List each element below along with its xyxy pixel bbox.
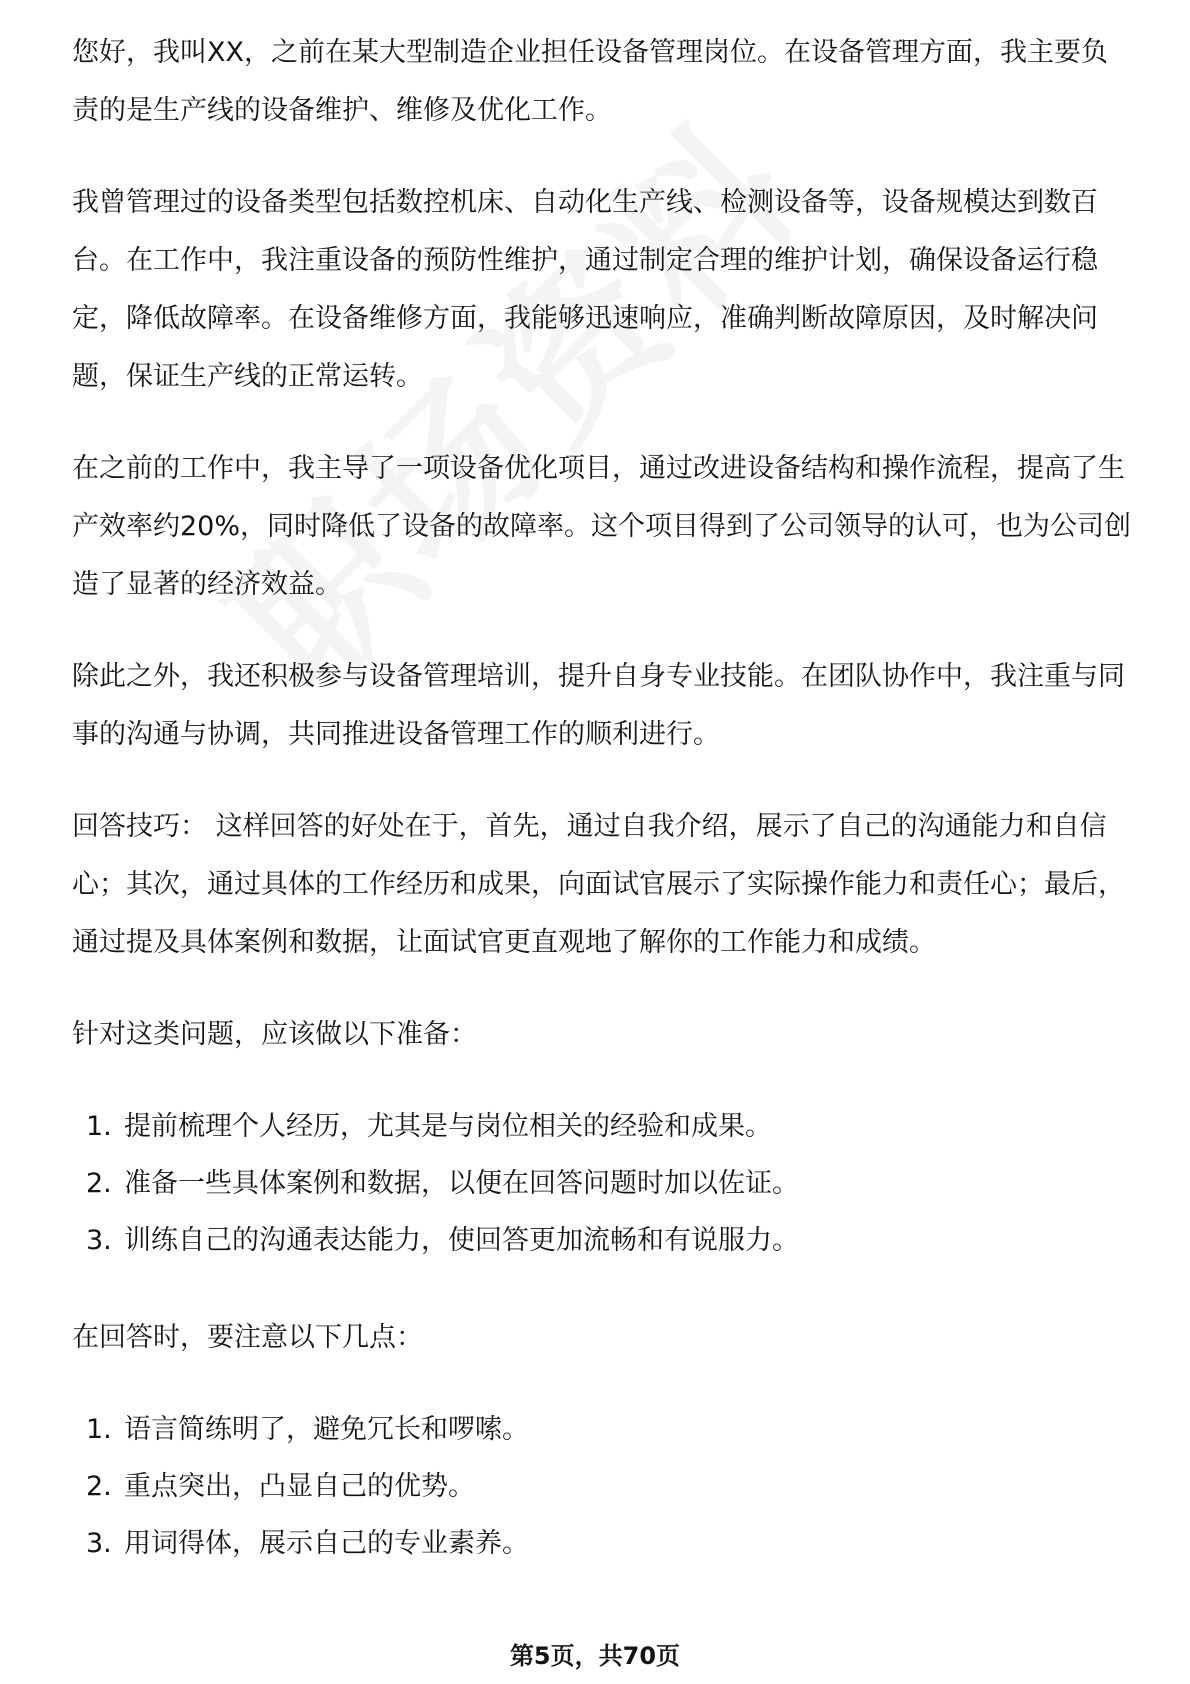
list-item-text: 训练自己的沟通表达能力，使回答更加流畅和有说服力。 [124, 1225, 799, 1256]
notes-list [72, 1401, 1132, 1572]
list-item-text: 提前梳理个人经历，尤其是与岗位相关的经验和成果。 [124, 1111, 772, 1142]
list-item [72, 1458, 1132, 1515]
list-item [72, 1212, 1132, 1269]
list-item-text: 重点突出，凸显自己的优势。 [124, 1471, 475, 1502]
list-item-number: 2. [86, 1168, 112, 1199]
list-item [72, 1098, 1132, 1155]
list-item-text: 语言简练明了，避免冗长和啰嗦。 [124, 1414, 529, 1445]
prep-list [72, 1098, 1132, 1269]
paragraph-intro: 您好，我叫XX，之前在某大型制造企业担任设备管理岗位。在设备管理方面，我主要负责的是生产线的设备维护、维修及优化工作。 [72, 37, 1108, 126]
paragraph-prep-intro: 针对这类问题，应该做以下准备： [72, 1019, 477, 1050]
list-item-number: 1. [86, 1111, 112, 1142]
list-item-number: 3. [86, 1528, 112, 1559]
paragraph-optimization-project: 在之前的工作中，我主导了一项设备优化项目，通过改进设备结构和操作流程，提高了生产效率约20%，同时降低了设备的故障率。这个项目得到了公司领导的认可，也为公司创造了显著的经济效益。 [72, 453, 1132, 600]
paragraph-equipment-types: 我曾管理过的设备类型包括数控机床、自动化生产线、检测设备等，设备规模达到数百台。在工作中，我注重设备的预防性维护，通过制定合理的维护计划，确保设备运行稳定，降低故障率。在设备维修方面，我能够迅速响应，准确判断故障原因，及时解决问题，保证生产线的正常运转。 [72, 187, 1098, 392]
paragraph-answer-tips: 回答技巧： 这样回答的好处在于，首先，通过自我介绍，展示了自己的沟通能力和自信心；其次，通过具体的工作经历和成果，向面试官展示了实际操作能力和责任心；最后，通过提及具体案例和数据，让面试官更直观地了解你的工作能力和成绩。 [72, 811, 1125, 958]
list-item [72, 1155, 1132, 1212]
list-item-text: 准备一些具体案例和数据，以便在回答问题时加以佐证。 [124, 1168, 799, 1199]
page-number-footer: 第5页，共70页 [509, 1642, 681, 1670]
document-body [72, 30, 1132, 1612]
list-item [72, 1401, 1132, 1458]
paragraph-notes-intro: 在回答时，要注意以下几点： [72, 1322, 423, 1353]
list-item-number: 1. [86, 1414, 112, 1445]
paragraph-training: 除此之外，我还积极参与设备管理培训，提升自身专业技能。在团队协作中，我注重与同事的沟通与协调，共同推进设备管理工作的顺利进行。 [72, 661, 1125, 750]
list-item [72, 1515, 1132, 1572]
list-item-text: 用词得体，展示自己的专业素养。 [124, 1528, 529, 1559]
list-item-number: 2. [86, 1471, 112, 1502]
list-item-number: 3. [86, 1225, 112, 1256]
